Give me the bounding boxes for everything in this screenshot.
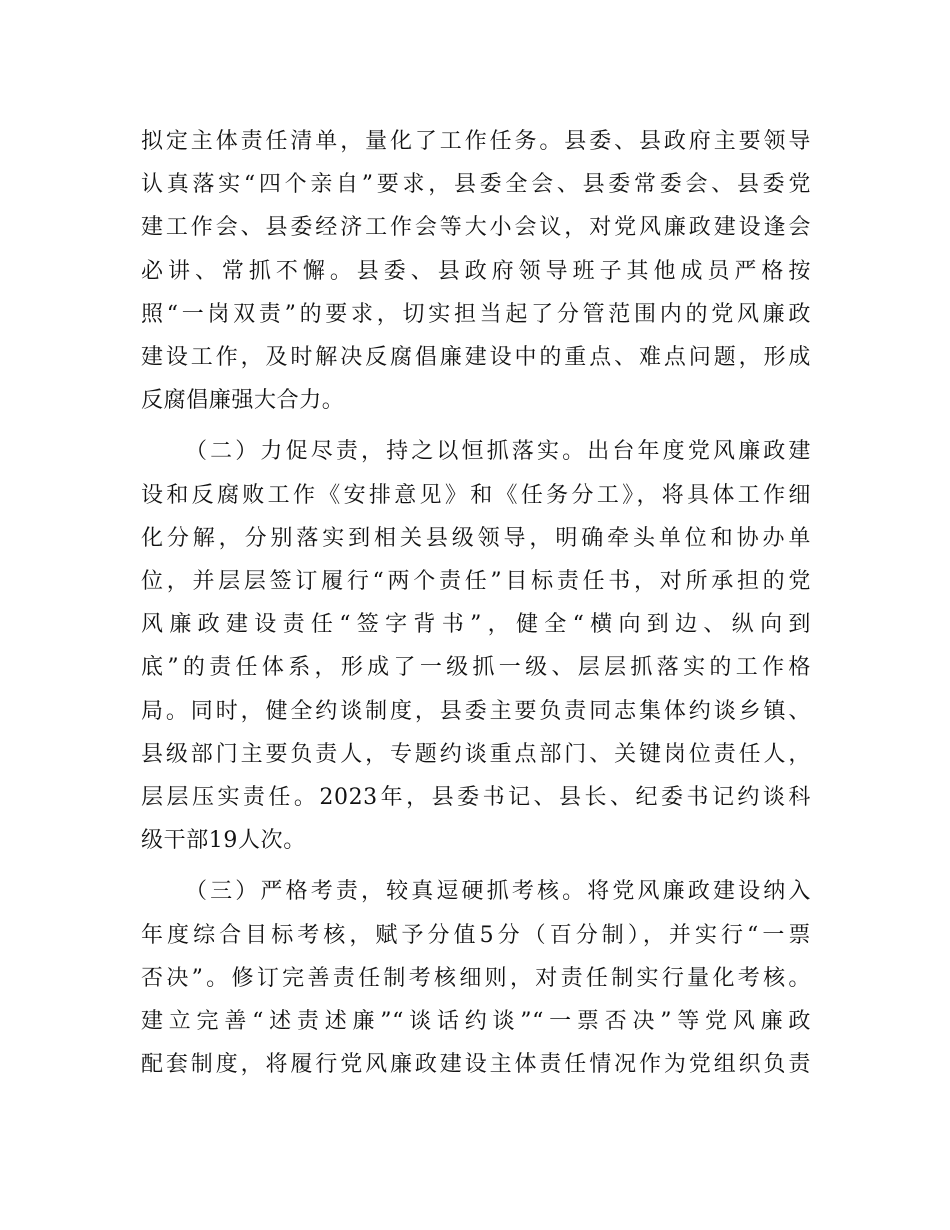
text-line: 局。同时，健全约谈制度，县委主要负责同志集体约谈乡镇、: [141, 698, 811, 724]
text-line: 照“一岗双责”的要求，切实担当起了分管范围内的党风廉政: [141, 301, 811, 327]
text-line: 级干部19人次。: [141, 828, 306, 854]
text-line: 建工作会、县委经济工作会等大小会议，对党风廉政建设逢会: [141, 215, 811, 241]
text-line: 拟定主体责任清单，量化了工作任务。县委、县政府主要领导: [141, 129, 811, 154]
text-line: 化分解，分别落实到相关县级领导，明确牵头单位和协办单: [141, 525, 811, 551]
text-line: （二）力促尽责，持之以恒抓落实。出台年度党风廉政建: [185, 439, 811, 465]
document-body: [141, 120, 811, 1094]
text-line: 否决”。修订完善责任制考核细则，对责任制实行量化考核。: [141, 965, 811, 991]
text-line: 风廉政建设责任“签字背书”，健全“横向到边、纵向到: [141, 612, 811, 638]
text-line: 位，并层层签订履行“两个责任”目标责任书，对所承担的党: [141, 569, 811, 595]
text-line: （三）严格考责，较真逗硬抓考核。将党风廉政建设纳入: [185, 879, 811, 905]
text-line: 建立完善“述责述廉”“谈话约谈”“一票否决”等党风廉政: [141, 1009, 811, 1035]
text-line: 建设工作，及时解决反腐倡廉建设中的重点、难点问题，形成: [141, 345, 811, 371]
text-line: 底”的责任体系，形成了一级抓一级、层层抓落实的工作格: [141, 655, 811, 681]
text-line: 反腐倡廉强大合力。: [141, 388, 345, 414]
text-line: 认真落实“四个亲自”要求，县委全会、县委常委会、县委党: [141, 172, 811, 198]
text-line: 年度综合目标考核，赋予分值5分（百分制），并实行“一票: [141, 922, 811, 948]
paragraph-2: [141, 430, 811, 862]
text-line: 设和反腐败工作《安排意见》和《任务分工》，将具体工作细: [141, 482, 811, 508]
text-line: 县级部门主要负责人，专题约谈重点部门、关键岗位责任人，: [141, 741, 811, 767]
text-line: 必讲、常抓不懈。县委、县政府领导班子其他成员严格按: [141, 258, 811, 284]
paragraph-1: [141, 120, 811, 422]
paragraph-3: [141, 870, 811, 1086]
text-line: 层层压实责任。2023年，县委书记、县长、纪委书记约谈科: [141, 785, 811, 811]
text-line: 配套制度，将履行党风廉政建设主体责任情况作为党组织负责: [141, 1052, 811, 1078]
